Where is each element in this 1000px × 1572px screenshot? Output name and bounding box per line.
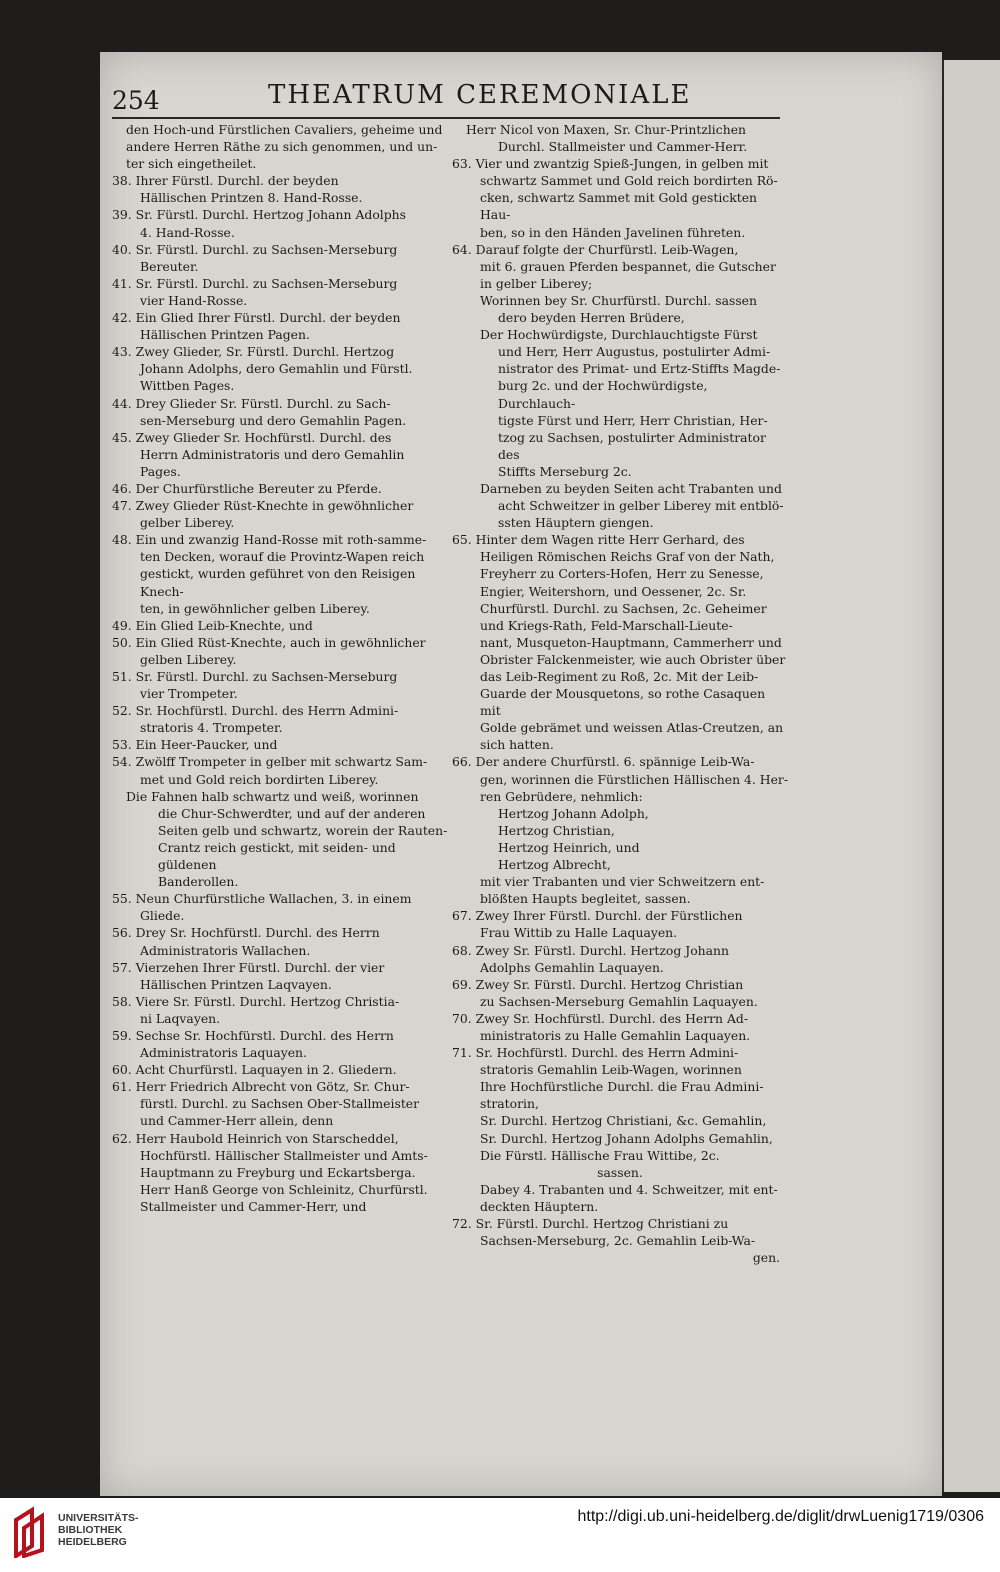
text-line: 64. Darauf folgte der Churfürstl. Leib-Wagen, [452,241,739,257]
text-line: 49. Ein Glied Leib-Knechte, und [112,617,313,633]
text-line: 54. Zwölff Trompeter in gelber mit schwartz Sam- [112,754,428,770]
text-line: dero beyden Herren Brüdere, [498,310,685,326]
running-title: THEATRUM CEREMONIALE [268,80,692,110]
text-line: schwartz Sammet und Gold reich bordirten Rö- [480,173,778,189]
text-line: 53. Ein Heer-Paucker, und [112,737,278,753]
text-line: stratoris 4. Trompeter. [140,720,283,736]
text-line: burg 2c. und der Hochwürdigste, Durchlauch- [498,378,708,411]
text-line: Engier, Weitershorn, und Oessener, 2c. Sr. [480,583,747,599]
text-line: 52. Sr. Hochfürstl. Durchl. des Herrn Admini- [112,703,399,719]
text-line: Ihre Hochfürstliche Durchl. die Frau Admini- [480,1079,764,1095]
text-line: Worinnen bey Sr. Churfürstl. Durchl. sassen [480,292,757,308]
text-line: Herrn Administratoris und dero Gemahlin [140,446,405,462]
text-line: deckten Häuptern. [480,1198,599,1214]
text-line: acht Schweitzer in gelber Liberey mit entblö- [498,498,784,514]
text-line: Hertzog Albrecht, [498,857,611,873]
text-line: ssten Häuptern giengen. [498,515,654,531]
text-line: Johann Adolphs, dero Gemahlin und Fürstl. [140,361,413,377]
text-line: 71. Sr. Hochfürstl. Durchl. des Herrn Admini- [452,1045,739,1061]
text-line: Durchl. Stallmeister und Cammer-Herr. [498,139,748,155]
text-line: ten Decken, worauf die Provintz-Wapen reich [140,549,425,565]
text-line: Hertzog Christian, [498,822,615,838]
text-line: die Chur-Schwerdter, und auf der anderen [158,805,426,821]
text-line: das Leib-Regiment zu Roß, 2c. Mit der Leib- [480,669,759,684]
text-line: Hertzog Heinrich, und [498,839,640,855]
text-line: 43. Zwey Glieder, Sr. Fürstl. Durchl. Hertzog [112,344,395,360]
text-line: Der Hochwürdigste, Durchlauchtigste Fürst [480,327,758,343]
text-line: Seiten gelb und schwartz, worein der Rauten- [158,822,448,838]
text-line: und Kriegs-Rath, Feld-Marschall-Lieute- [480,617,733,633]
text-line: tzog zu Sachsen, postulirter Administrator des [498,429,766,462]
text-line: 4. Hand-Rosse. [140,224,235,240]
text-line: Sachsen-Merseburg, 2c. Gemahlin Leib-Wa- [480,1233,756,1249]
text-line: 69. Zwey Sr. Fürstl. Durchl. Hertzog Christian [452,976,744,992]
text-line: Heiligen Römischen Reichs Graf von der Nath, [480,549,775,565]
text-line: Hochfürstl. Hällischer Stallmeister und Amts- [140,1147,428,1163]
text-line: Stiffts Merseburg 2c. [498,463,632,479]
text-line: 66. Der andere Churfürstl. 6. spännige Leib-Wa- [452,754,755,770]
text-line: gelben Liberey. [140,651,237,667]
text-line: 38. Ihrer Fürstl. Durchl. der beyden [112,173,339,189]
text-line: mit 6. grauen Pferden bespannet, die Gutscher [480,258,776,274]
text-line: Golde gebrämet und weissen Atlas-Creutzen, an [480,720,784,736]
text-line: zu Sachsen-Merseburg Gemahlin Laquayen. [480,993,758,1009]
text-line: 55. Neun Churfürstliche Wallachen, 3. in einem [112,891,412,907]
text-line: Guarde der Mousquetons, so rothe Casaquen mit [480,686,766,719]
text-line: 44. Drey Glieder Sr. Fürstl. Durchl. zu Sach- [112,395,391,411]
text-line: sich hatten. [480,737,554,753]
source-url-link[interactable]: http://digi.ub.uni-heidelberg.de/diglit/drwLuenig1719/0306 [577,1508,984,1525]
text-line: 67. Zwey Ihrer Fürstl. Durchl. der Fürstlichen [452,908,743,924]
text-line: vier Hand-Rosse. [140,292,248,308]
text-line: 58. Viere Sr. Fürstl. Durchl. Hertzog Christia- [112,993,400,1009]
text-line: ren Gebrüdere, nehmlich: [480,788,643,804]
text-line: Darneben zu beyden Seiten acht Trabanten und [480,480,782,496]
text-line: Sr. Durchl. Hertzog Christiani, &c. Gemahlin, [480,1113,767,1129]
text-line: Frau Wittib zu Halle Laquayen. [480,925,678,941]
text-line: gen. [752,1250,780,1266]
text-line: Crantz reich gestickt, mit seiden- und güldenen [158,839,396,873]
text-line: 70. Zwey Sr. Hochfürstl. Durchl. des Herrn Ad- [452,1010,749,1026]
text-line: Hällischen Printzen 8. Hand-Rosse. [140,190,363,206]
text-line: 56. Drey Sr. Hochfürstl. Durchl. des Herrn [112,925,380,941]
text-line: 50. Ein Glied Rüst-Knechte, auch in gewöhnlicher [112,634,426,650]
text-line: Stallmeister und Cammer-Herr, und [140,1198,367,1214]
text-line: ben, so in den Händen Javelinen führeten. [480,224,746,240]
text-line: gelber Liberey. [140,515,235,531]
library-name-line: HEIDELBERG [58,1536,127,1548]
text-line: 72. Sr. Fürstl. Durchl. Hertzog Christiani zu [452,1216,729,1231]
text-line: Die Fahnen halb schwartz und weiß, worinnen [126,788,419,804]
text-line: ni Laqvayen. [140,1010,221,1026]
library-logo-icon [10,1506,50,1558]
text-line: mit vier Trabanten und vier Schweitzern ent- [480,874,765,890]
text-line: 42. Ein Glied Ihrer Fürstl. Durchl. der beyden [112,310,401,326]
text-line: Pages. [140,463,181,479]
text-line: 47. Zwey Glieder Rüst-Knechte in gewöhnlicher [112,498,414,514]
text-line: 45. Zwey Glieder Sr. Hochfürstl. Durchl. des [112,429,392,445]
text-line: 62. Herr Haubold Heinrich von Starscheddel, [112,1130,399,1146]
page-number: 254 [112,86,160,115]
text-line: Herr Hanß George von Schleinitz, Churfürstl. [140,1181,428,1197]
library-name [58,1512,139,1548]
text-line: Die Fürstl. Hällische Frau Wittibe, 2c. [480,1147,720,1163]
text-line: Hauptmann zu Freyburg und Eckartsberga. [140,1164,416,1180]
text-line: ministratoris zu Halle Gemahlin Laquayen. [480,1027,751,1043]
text-line: 48. Ein und zwanzig Hand-Rosse mit roth-samme- [112,532,427,548]
text-line: 65. Hinter dem Wagen ritte Herr Gerhard, des [452,532,745,548]
text-line: ter sich eingetheilet. [126,156,257,172]
facing-page-edge [942,60,1000,1492]
text-line: andere Herren Räthe zu sich genommen, und un- [126,139,438,155]
text-line: Adolphs Gemahlin Laquayen. [480,959,664,975]
text-line: 57. Vierzehen Ihrer Fürstl. Durchl. der vier [112,959,385,975]
text-line: blößten Haupts begleitet, sassen. [480,891,691,907]
text-line: Hertzog Johann Adolph, [498,805,649,821]
text-line: fürstl. Durchl. zu Sachsen Ober-Stallmeister [140,1096,420,1112]
text-line: 39. Sr. Fürstl. Durchl. Hertzog Johann Adolphs [112,207,407,223]
text-line: stratoris Gemahlin Leib-Wagen, worinnen [480,1062,742,1078]
right-column [452,121,788,1266]
text-line: Churfürstl. Durchl. zu Sachsen, 2c. Geheimer [480,600,767,616]
text-line: 41. Sr. Fürstl. Durchl. zu Sachsen-Merseburg [112,275,398,291]
text-line: Freyherr zu Corters-Hofen, Herr zu Senesse, [480,566,764,582]
text-line: tigste Fürst und Herr, Herr Christian, Her- [498,412,768,428]
text-line: Sr. Durchl. Hertzog Johann Adolphs Gemahlin, [480,1130,773,1146]
text-line: vier Trompeter. [140,686,238,702]
text-line: den Hoch-und Fürstlichen Cavaliers, geheime und [126,122,443,137]
text-line: 51. Sr. Fürstl. Durchl. zu Sachsen-Merseburg [112,669,398,684]
text-line: sen-Merseburg und dero Gemahlin Pagen. [140,412,407,428]
text-line: cken, schwartz Sammet mit Gold gestickten Hau- [480,190,758,223]
text-line: Bereuter. [140,258,199,274]
text-line: nant, Musqueton-Hauptmann, Cammerherr und [480,634,782,650]
text-line: 63. Vier und zwantzig Spieß-Jungen, in gelben mit [452,156,769,172]
text-line: sassen. [597,1164,643,1180]
text-line: in gelber Liberey; [480,275,593,291]
text-line: Gliede. [140,908,185,924]
text-line: gen, worinnen die Fürstlichen Hällischen 4. Her- [480,771,789,787]
text-line: Administratoris Wallachen. [140,942,311,958]
text-line: Administratoris Laquayen. [140,1045,307,1061]
text-line: 46. Der Churfürstliche Bereuter zu Pferde. [112,480,382,496]
text-line: Hällischen Printzen Laqvayen. [140,976,332,992]
text-line: Banderollen. [158,874,239,890]
text-line: Herr Nicol von Maxen, Sr. Chur-Printzlichen [466,122,747,137]
text-line: nistrator des Primat- und Ertz-Stiffts Magde- [498,361,781,377]
text-line: Wittben Pages. [140,378,235,394]
text-line: 40. Sr. Fürstl. Durchl. zu Sachsen-Merseburg [112,241,398,257]
text-line: Obrister Falckenmeister, wie auch Obrister über [480,651,786,667]
text-line: 68. Zwey Sr. Fürstl. Durchl. Hertzog Johann [452,942,729,958]
text-line: Hällischen Printzen Pagen. [140,327,310,343]
text-line: Dabey 4. Trabanten und 4. Schweitzer, mit ent- [480,1181,778,1197]
text-line: und Herr, Herr Augustus, postulirter Admi- [498,344,771,360]
text-line: gestickt, wurden geführet von den Reisigen Knech- [140,566,416,599]
left-column [112,121,448,1215]
text-line: und Cammer-Herr allein, denn [140,1113,334,1129]
text-line: stratorin, [480,1096,539,1112]
library-name-line: BIBLIOTHEK [58,1524,123,1536]
text-line: 59. Sechse Sr. Hochfürstl. Durchl. des Herrn [112,1027,394,1043]
header-rule [112,117,780,119]
text-line: 61. Herr Friedrich Albrecht von Götz, Sr. Chur- [112,1079,410,1095]
text-line: 60. Acht Churfürstl. Laquayen in 2. Gliedern. [112,1062,397,1078]
text-line: met und Gold reich bordirten Liberey. [140,771,379,787]
library-name-line: UNIVERSITÄTS- [58,1512,139,1524]
text-line: ten, in gewöhnlicher gelben Liberey. [140,600,370,616]
